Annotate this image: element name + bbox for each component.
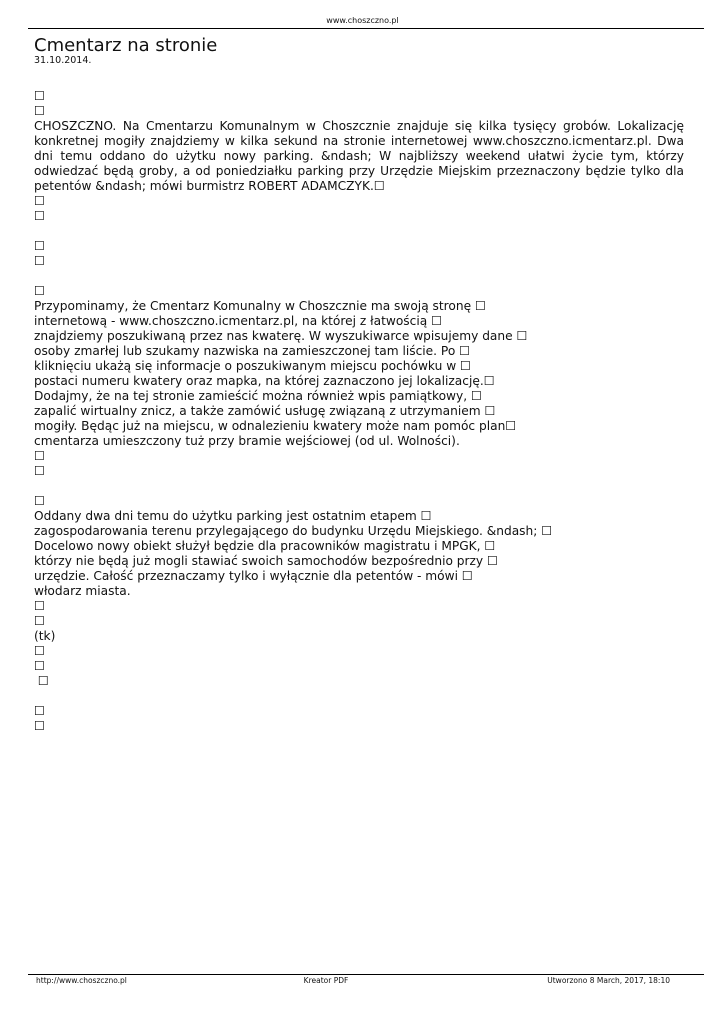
article-date: 31.10.2014. (34, 55, 92, 66)
article-body (34, 89, 684, 734)
placeholder-box: ☐ (34, 494, 45, 508)
placeholder-box: ☐ (34, 89, 45, 103)
paragraph-line: cmentarza umieszczony tuż przy bramie wejściowej (od ul. Wolności). (34, 434, 460, 448)
placeholder-box: ☐ (34, 239, 45, 253)
paragraph-line: znajdziemy poszukiwaną przez nas kwaterę. W wyszukiwarce wpisujemy dane ☐ (34, 329, 528, 343)
placeholder-box: ☐ (34, 599, 45, 613)
placeholder-box: ☐ (34, 674, 49, 688)
header-site-url: www.choszczno.pl (326, 16, 399, 25)
paragraph-line: Dodajmy, że na tej stronie zamieścić można również wpis pamiątkowy, ☐ (34, 389, 482, 403)
paragraph-line: zapalić wirtualny znicz, a także zamówić usługę związaną z utrzymaniem ☐ (34, 404, 496, 418)
paragraph-line: osoby zmarłej lub szukamy nazwiska na zamieszczonej tam liście. Po ☐ (34, 344, 471, 358)
placeholder-box: ☐ (34, 464, 45, 478)
paragraph-line: zagospodarowania terenu przylegającego do budynku Urzędu Miejskiego. &ndash; ☐ (34, 524, 553, 538)
paragraph-line: włodarz miasta. (34, 584, 131, 598)
placeholder-box: ☐ (34, 449, 45, 463)
paragraph-line: postaci numeru kwatery oraz mapka, na której zaznaczono jej lokalizację.☐ (34, 374, 495, 388)
paragraph-line: urzędzie. Całość przeznaczamy tylko i wyłącznie dla petentów - mówi ☐ (34, 569, 473, 583)
footer-divider (28, 974, 704, 975)
paragraph-line: Oddany dwa dni temu do użytku parking jest ostatnim etapem ☐ (34, 509, 432, 523)
spacer (34, 224, 684, 239)
footer-url: http://www.choszczno.pl (36, 976, 127, 985)
spacer (34, 689, 684, 704)
footer-created: Utworzono 8 March, 2017, 18:10 (547, 976, 670, 985)
paragraph-line: Przypominamy, że Cmentarz Komunalny w Choszcznie ma swoją stronę ☐ (34, 299, 486, 313)
placeholder-box: ☐ (34, 614, 45, 628)
paragraph-line: mogiły. Będąc już na miejscu, w odnalezieniu kwatery może nam pomóc plan☐ (34, 419, 517, 433)
placeholder-box: ☐ (34, 644, 45, 658)
placeholder-box: ☐ (34, 104, 45, 118)
header-divider (28, 28, 704, 29)
article-title: Cmentarz na stronie (34, 35, 218, 56)
placeholder-box: ☐ (34, 659, 45, 673)
spacer (34, 269, 684, 284)
footer-generator: Kreator PDF (303, 976, 349, 985)
placeholder-box: ☐ (34, 704, 45, 718)
placeholder-box: ☐ (34, 719, 45, 733)
placeholder-box: ☐ (34, 254, 45, 268)
paragraph-line: internetową - www.choszczno.icmentarz.pl, na której z łatwością ☐ (34, 314, 442, 328)
paragraph-line: którzy nie będą już mogli stawiać swoich samochodów bezpośrednio przy ☐ (34, 554, 498, 568)
placeholder-box: ☐ (34, 194, 45, 208)
spacer (34, 479, 684, 494)
author-signature: (tk) (34, 629, 56, 643)
placeholder-box: ☐ (34, 284, 45, 298)
paragraph-line: Docelowo nowy obiekt służył będzie dla pracowników magistratu i MPGK, ☐ (34, 539, 496, 553)
paragraph-line: kliknięciu ukażą się informacje o poszukiwanym miejscu pochówku w ☐ (34, 359, 471, 373)
article-lead: CHOSZCZNO. Na Cmentarzu Komunalnym w Choszcznie znajduje się kilka tysięcy grobów. Lokalizację konkretnej mogiły znajdziemy w kilka sekund na stronie internetowej www.choszczno.icmentarz.pl. Dwa dni temu oddano do użytku nowy parking. &ndash; W najbliższy weekend ułatwi życie tym, którzy odwiedzać będą groby, a od poniedziałku parking przy Urzędzie Miejskim przeznaczony będzie tylko dla petentów &ndash; mówi burmistrz ROBERT ADAMCZYK.☐ (34, 119, 684, 193)
placeholder-box: ☐ (34, 209, 45, 223)
